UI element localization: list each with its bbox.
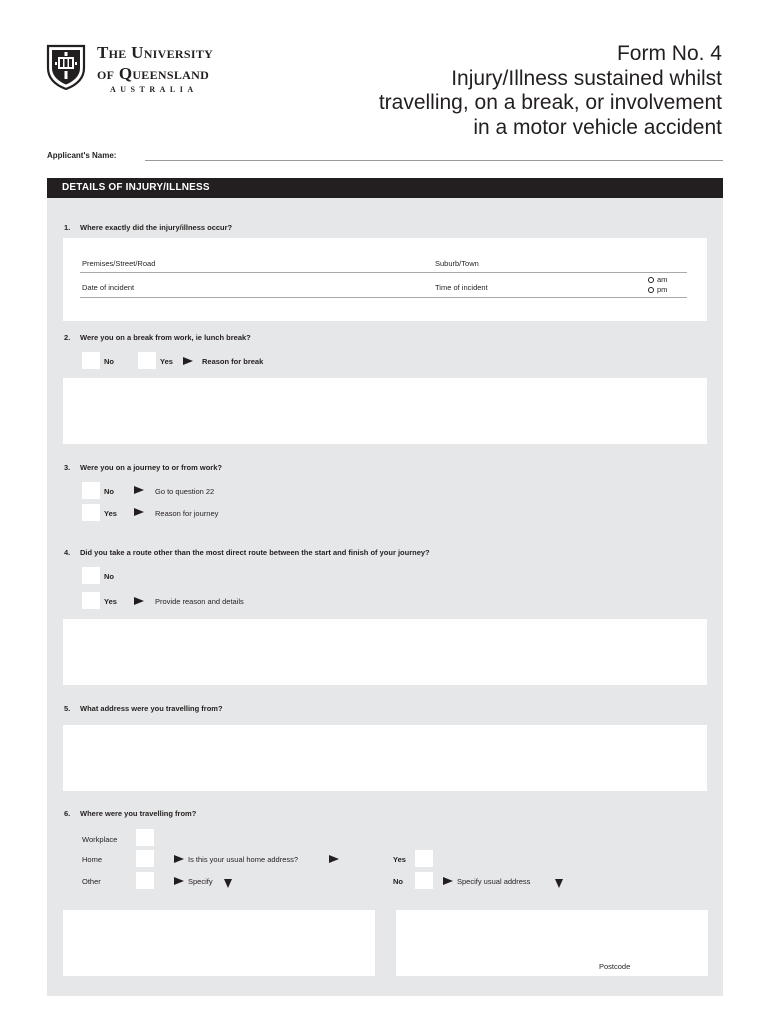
workplace-label: Workplace [82, 835, 118, 844]
break-no-label: No [104, 357, 114, 366]
applicant-name-label: Applicant's Name: [47, 151, 117, 160]
time-field-label: Time of incident [435, 283, 488, 292]
arrow-down-icon [224, 879, 232, 888]
home-label: Home [82, 855, 103, 864]
route-no-label: No [104, 572, 114, 581]
section-header: DETAILS OF INJURY/ILLNESS [47, 178, 723, 198]
journey-no-followup: Go to question 22 [155, 487, 215, 496]
route-no-checkbox[interactable] [82, 567, 100, 584]
question-6: 6. Where were you travelling from? [64, 809, 197, 818]
route-yes-label: Yes [104, 597, 117, 606]
break-no-checkbox[interactable] [82, 352, 100, 369]
arrow-right-icon [134, 597, 144, 605]
home-followup: Is this your usual home address? [188, 855, 299, 864]
other-checkbox[interactable] [136, 872, 154, 889]
question-3: 3. Were you on a journey to or from work? [64, 463, 222, 472]
suburb-field-label: Suburb/Town [435, 259, 479, 268]
usual-home-yes-label: Yes [393, 855, 406, 864]
arrow-right-icon [174, 877, 184, 885]
form-title-line: in a motor vehicle accident [473, 115, 722, 139]
route-reason-field[interactable] [63, 619, 707, 685]
journey-yes-followup: Reason for journey [155, 509, 219, 518]
route-yes-checkbox[interactable] [82, 592, 100, 609]
break-yes-checkbox[interactable] [138, 352, 156, 369]
university-crest-icon [46, 44, 86, 90]
pm-label: pm [657, 285, 668, 294]
arrow-right-icon [134, 508, 144, 516]
university-name [97, 42, 213, 84]
break-reason-label: Reason for break [202, 357, 264, 366]
journey-no-checkbox[interactable] [82, 482, 100, 499]
premises-field[interactable] [80, 272, 687, 273]
arrow-down-icon [555, 879, 563, 888]
usual-home-yes-checkbox[interactable] [415, 850, 433, 867]
university-name-line2: of Queensland [97, 64, 210, 83]
pm-radio[interactable] [648, 287, 654, 293]
question-2: 2. Were you on a break from work, ie lunch break? [64, 333, 251, 342]
university-name-line1: The University [97, 43, 214, 62]
form-title-line: Injury/Illness sustained whilst [451, 66, 722, 90]
question-1: 1. Where exactly did the injury/illness occur? [64, 223, 233, 232]
form-number: Form No. 4 [616, 42, 722, 65]
form-title-line: travelling, on a break, or involvement [378, 91, 722, 114]
journey-yes-label: Yes [104, 509, 117, 518]
break-reason-field[interactable] [63, 378, 707, 444]
am-radio[interactable] [648, 277, 654, 283]
travelling-from-address-field[interactable] [63, 725, 707, 791]
am-label: am [657, 275, 668, 284]
usual-address-field[interactable] [396, 910, 708, 976]
journey-yes-checkbox[interactable] [82, 504, 100, 521]
journey-no-label: No [104, 487, 114, 496]
arrow-right-icon [329, 855, 339, 863]
other-specify-field[interactable] [63, 910, 375, 976]
arrow-right-icon [174, 855, 184, 863]
arrow-right-icon [443, 877, 453, 885]
break-yes-label: Yes [160, 357, 173, 366]
workplace-checkbox[interactable] [136, 829, 154, 846]
usual-home-no-label: No [393, 877, 403, 886]
question-4: 4. Did you take a route other than the most direct route between the start and finish of your journey? [64, 548, 430, 557]
other-followup: Specify [188, 877, 213, 886]
applicant-name-field[interactable] [145, 160, 723, 161]
arrow-right-icon [183, 357, 193, 365]
no-followup: Specify usual address [457, 877, 531, 886]
date-time-field[interactable] [80, 297, 687, 298]
premises-field-label: Premises/Street/Road [82, 259, 156, 268]
home-checkbox[interactable] [136, 850, 154, 867]
postcode-label: Postcode [599, 962, 631, 971]
arrow-right-icon [134, 486, 144, 494]
usual-home-no-checkbox[interactable] [415, 872, 433, 889]
form-title [379, 42, 722, 140]
question-5: 5. What address were you travelling from? [64, 704, 223, 713]
other-label: Other [82, 877, 101, 886]
incident-location-box [63, 238, 707, 321]
university-country: AUSTRALIA [110, 85, 198, 94]
date-field-label: Date of incident [82, 283, 135, 292]
route-yes-followup: Provide reason and details [155, 597, 244, 606]
